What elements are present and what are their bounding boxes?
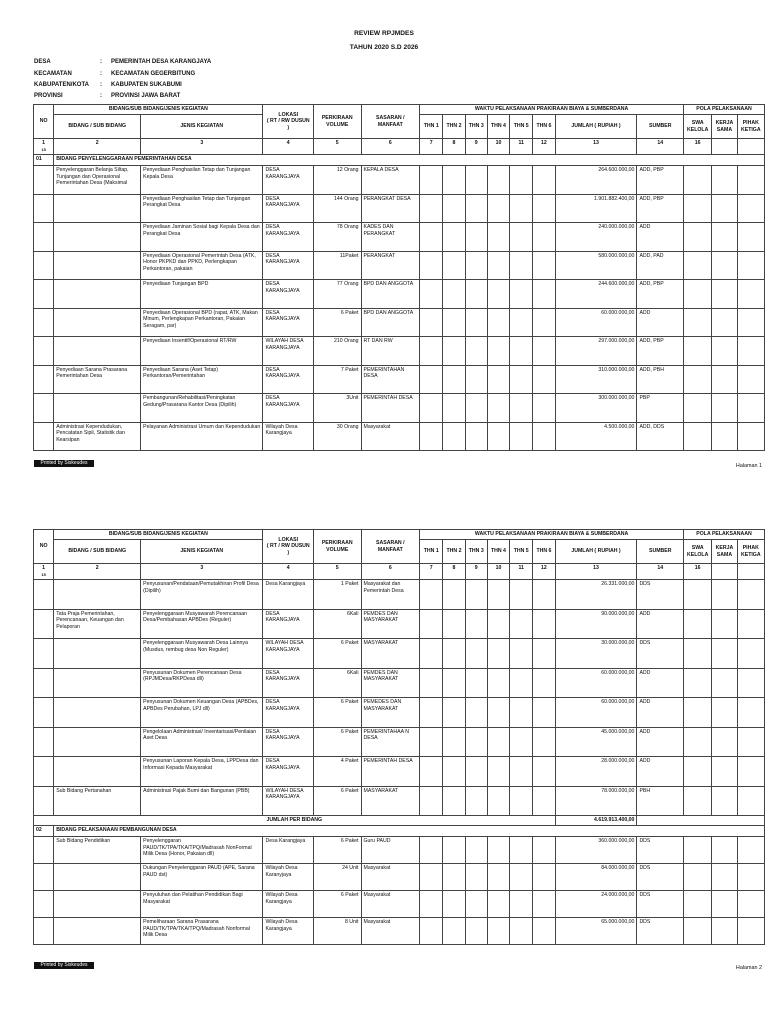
report-subtitle: TAHUN 2020 S.D 2026 (349, 44, 419, 51)
cell-jenis: Penyusunan Dokumen Perencanaan Desa (RPJMDesa/RKPDesa dll) (141, 668, 263, 698)
cell-jumlah: 60.000.000,00 (555, 668, 637, 698)
table-row (34, 422, 765, 451)
cell-jenis: Penyediaan Insentif/Operasional RT/RW (141, 337, 263, 366)
col-lokasi-sub: ( RT / RW DUSUN ) (266, 543, 310, 556)
total-row (34, 816, 765, 826)
cell-volume: 30 Orang (314, 422, 362, 451)
col-thn-2: THN 2 (443, 540, 465, 564)
cell-sasaran: PEMEDES DAN MASYARAKAT (361, 698, 420, 728)
cell-jumlah: 84.000.000,00 (555, 864, 637, 891)
cell-lokasi: DESA KARANGJAYA (263, 280, 314, 309)
cell-volume: 24 Unit (314, 864, 362, 891)
col-num: 12 (533, 564, 555, 580)
table-row (34, 639, 765, 669)
table-row (34, 864, 765, 891)
cell-sasaran: Guru PAUD (361, 837, 420, 864)
table-row (34, 609, 765, 639)
cell-volume: 6Kali (314, 609, 362, 639)
table-row (34, 365, 765, 394)
cell-sasaran: Masyarakat (361, 918, 420, 945)
col-num: 10 (487, 564, 509, 580)
cell-bidang (54, 757, 141, 787)
cell-lokasi: DESA KARANGJAYA (263, 166, 314, 195)
cell-jenis: Penyelenggaraan Musyawarah Perencanaan Desa/Pembahasan APBDes (Reguler) (141, 609, 263, 639)
col-waktu-group: WAKTU PELAKSANAAN PRAKIRAAN BIAYA & SUMBERDANA (420, 105, 684, 115)
page-number: Halaman 2 (735, 965, 762, 971)
col-num: 7 (420, 139, 443, 155)
cell-jenis: Penyediaan Tunjangan BPD (141, 280, 263, 309)
column-number-row (34, 564, 765, 580)
cell-sasaran: KEPALA DESA (361, 166, 420, 195)
cell-bidang: Penyelenggaran Belanja Siltap, Tunjangan dan Operasional Pemerintahan Desa (Maksimal (54, 166, 141, 195)
cell-sumber: ADD, PBP (637, 166, 684, 195)
col-num: 4 (263, 139, 314, 155)
cell-jenis: Pengelolaan Administrasi/ Inventarisasi/Penilaian Aset Desa (141, 727, 263, 757)
col-num-extra: 15 (41, 146, 46, 152)
col-num: 14 (637, 564, 684, 580)
col-num: 6 (361, 139, 420, 155)
cell-lokasi: DESA KARANGJAYA (263, 223, 314, 252)
col-num: 11 (510, 139, 533, 155)
cell-bidang (54, 337, 141, 366)
col-pola-group: POLA PELAKSANAAN (684, 105, 765, 115)
col-num: 2 (54, 564, 141, 580)
cell-lokasi: DESA KARANGJAYA (263, 698, 314, 728)
cell-sumber: DDS (637, 837, 684, 864)
col-volume: PERKIRAAN VOLUME (314, 105, 362, 139)
col-sumber: SUMBER (637, 115, 684, 139)
cell-sasaran: BPD DAN ANGGOTA (361, 308, 420, 337)
cell-sumber: ADD, DDS (637, 422, 684, 451)
report-title: REVIEW RPJMDES (354, 30, 414, 37)
col-volume: PERKIRAAN VOLUME (314, 530, 362, 564)
col-no: NO (34, 105, 54, 139)
cell-sumber: ADD (637, 757, 684, 787)
cell-bidang (54, 727, 141, 757)
meta-value: KECAMATAN GEGERBITUNG (111, 71, 196, 77)
cell-jenis: Penyediaan Penghasilan Tetap dan Tunjangan Perangkat Desa (141, 194, 263, 223)
cell-jenis: Penyelenggaran PAUD/TK/TPA/TKA/TPQ/Madrasah NonFormal Milik Desa (Honor, Pakaian dll) (141, 837, 263, 864)
cell-sumber: PBP (637, 394, 684, 423)
col-thn-2: THN 2 (443, 115, 465, 139)
meta-value: KABUPATEN SUKABUMI (111, 82, 182, 88)
cell-sumber: ADD (637, 223, 684, 252)
cell-volume: 4 Paket (314, 757, 362, 787)
col-thn-3: THN 3 (465, 540, 487, 564)
cell-bidang: Sub Bidang Pendidikan (54, 837, 141, 864)
cell-jenis: Penyusunan Dokumen Keuangan Desa (APBDes, APBDes Perubahan, LPJ dll) (141, 698, 263, 728)
table-row (34, 251, 765, 280)
cell-jumlah: 26.331.000,00 (555, 580, 637, 610)
cell-sasaran: RT DAN RW (361, 337, 420, 366)
col-bidang: BIDANG / SUB BIDANG (54, 540, 141, 564)
cell-jumlah: 28.000.000,00 (555, 757, 637, 787)
meta-key: PROVINSI (34, 93, 63, 99)
cell-volume: 8 Unit (314, 918, 362, 945)
table-row (34, 668, 765, 698)
cell-sasaran: BPD DAN ANGGOTA (361, 280, 420, 309)
cell-sasaran: PEMDES DAN MASYARAKAT (361, 609, 420, 639)
col-num: 11 (510, 564, 533, 580)
cell-volume: 77 Orang (314, 280, 362, 309)
meta-colon: : (100, 71, 102, 77)
meta-colon: : (100, 82, 102, 88)
cell-sumber: ADD, PBP (637, 194, 684, 223)
meta-key: KECAMATAN (34, 71, 72, 77)
cell-sasaran: PEMERINTAHAN DESA (361, 365, 420, 394)
report-page-1 (0, 0, 768, 510)
cell-sasaran: MASYARAKAT (361, 786, 420, 816)
col-num (737, 564, 764, 580)
cell-volume: 78 Orang (314, 223, 362, 252)
cell-bidang: Penyediaan Sarana Prasarana Pemerintahan Desa (54, 365, 141, 394)
col-num: 10 (487, 139, 509, 155)
col-thn-1: THN 1 (420, 115, 443, 139)
cell-sumber: ADD, PBH (637, 365, 684, 394)
cell-lokasi: WILAYAH DESA KARANGJAYA (263, 786, 314, 816)
total-label: JUMLAH PER BIDANG (34, 816, 556, 826)
col-waktu-group: WAKTU PELAKSANAAN PRAKIRAAN BIAYA & SUMBERDANA (420, 530, 684, 540)
col-thn-6: THN 6 (533, 115, 555, 139)
cell-jumlah: 240.000.000,00 (555, 223, 637, 252)
cell-volume: 6 Paket (314, 639, 362, 669)
col-sasaran: SASARAN / MANFAAT (361, 105, 420, 139)
cell-bidang (54, 918, 141, 945)
cell-bidang (54, 194, 141, 223)
col-thn-1: THN 1 (420, 540, 443, 564)
meta-key: KABUPATEN/KOTA (34, 82, 89, 88)
col-num: 1 15 (34, 564, 54, 580)
cell-sumber: ADD, PAD (637, 251, 684, 280)
cell-volume: 210 Orang (314, 337, 362, 366)
cell-volume: 3Unit (314, 394, 362, 423)
cell-sasaran: PERANGKAT DESA (361, 194, 420, 223)
table-row (34, 837, 765, 864)
cell-jumlah: 24.000.000,00 (555, 891, 637, 918)
cell-sasaran: PEMERINTAHAA N DESA (361, 727, 420, 757)
cell-lokasi: WILAYAH DESA KARANGJAYA (263, 639, 314, 669)
cell-jumlah: 90.000.000,00 (555, 609, 637, 639)
col-thn-5: THN 5 (510, 115, 533, 139)
table-row (34, 337, 765, 366)
cell-sasaran: MASYARAKAT (361, 639, 420, 669)
table-row (34, 891, 765, 918)
col-kerja: KERJA SAMA (712, 540, 737, 564)
col-lokasi (263, 105, 314, 139)
cell-jenis: Penyediaan Sarana (Aset Tetap) Perkantoran/Pemerintahan (141, 365, 263, 394)
col-sumber: SUMBER (637, 540, 684, 564)
cell-jenis: Pembangunan/Rehabilitasi/Peningkatan Gedung/Prasarana Kantor Desa (Dipilih) (141, 394, 263, 423)
cell-lokasi: DESA KARANGJAYA (263, 727, 314, 757)
cell-sumber: ADD (637, 609, 684, 639)
cell-jumlah: 4.500.000,00 (555, 422, 637, 451)
section-row (34, 155, 765, 166)
cell-lokasi: Wilayah Desa Karangjaya (263, 918, 314, 945)
col-kerja: KERJA SAMA (712, 115, 737, 139)
cell-bidang (54, 668, 141, 698)
cell-sasaran: Masyarakat (361, 422, 420, 451)
cell-bidang (54, 864, 141, 891)
cell-jenis: Pemeliharaan Sarana Prasarana PAUD/TK/TPA/TKA/TPQ/Madrasah Nonformal Milik Desa (141, 918, 263, 945)
cell-sumber: ADD, PBP (637, 337, 684, 366)
col-num: 13 (555, 139, 637, 155)
table-row (34, 757, 765, 787)
cell-sasaran: PERANGKAT (361, 251, 420, 280)
cell-jumlah: 60.000.000,00 (555, 698, 637, 728)
cell-jenis: Penyediaan Operasional BPD (rapat, ATK, Makan Minum, Perlengkapan Perkantoran, Pakaian Seragam, par) (141, 308, 263, 337)
cell-jumlah: 60.000.000,00 (555, 308, 637, 337)
col-no: NO (34, 530, 54, 564)
col-jumlah: JUMLAH ( RUPIAH ) (555, 540, 637, 564)
table-row (34, 394, 765, 423)
cell-jumlah: 1.901.882.400,00 (555, 194, 637, 223)
col-swa: SWA KELOLA (684, 115, 712, 139)
cell-jumlah: 65.000.000,00 (555, 918, 637, 945)
cell-bidang (54, 698, 141, 728)
col-thn-3: THN 3 (465, 115, 487, 139)
cell-bidang (54, 280, 141, 309)
col-num: 13 (555, 564, 637, 580)
cell-sumber: PBH (637, 786, 684, 816)
col-num: 5 (314, 139, 362, 155)
cell-lokasi: Wilayah Desa Karangjaya (263, 891, 314, 918)
cell-sumber: DDS (637, 580, 684, 610)
col-num: 9 (465, 139, 487, 155)
cell-bidang (54, 223, 141, 252)
table-row (34, 280, 765, 309)
col-num: 3 (141, 564, 263, 580)
printed-by-badge: Printed by Siskeudes (34, 962, 94, 969)
table-row (34, 698, 765, 728)
col-thn-6: THN 6 (533, 540, 555, 564)
cell-jenis: Administrasi Pajak Bumi dan Bangunan (PBB) (141, 786, 263, 816)
table-row (34, 580, 765, 610)
cell-bidang (54, 308, 141, 337)
cell-jumlah: 45.000.000,00 (555, 727, 637, 757)
cell-sumber: ADD (637, 698, 684, 728)
cell-volume: 6Kali (314, 668, 362, 698)
cell-sumber: ADD (637, 308, 684, 337)
col-num: 14 (637, 139, 684, 155)
cell-lokasi: DESA KARANGJAYA (263, 609, 314, 639)
cell-jumlah: 297.000.000,00 (555, 337, 637, 366)
cell-sumber: DDS (637, 918, 684, 945)
cell-lokasi: DESA KARANGJAYA (263, 668, 314, 698)
cell-sumber: DDS (637, 891, 684, 918)
cell-sumber: ADD (637, 727, 684, 757)
col-num: 8 (443, 139, 465, 155)
cell-bidang (54, 580, 141, 610)
cell-lokasi: Wilayah Desa Karangjaya (263, 422, 314, 451)
col-pola-group: POLA PELAKSANAAN (684, 530, 765, 540)
cell-sasaran: Masyarakat dan Pemerintah Desa (361, 580, 420, 610)
col-thn-4: THN 4 (487, 540, 509, 564)
cell-bidang (54, 394, 141, 423)
cell-volume: 6 Paket (314, 891, 362, 918)
col-lokasi-label: LOKASI (278, 111, 299, 118)
cell-volume: 144 Orang (314, 194, 362, 223)
cell-jenis: Penyusunan Laporan Kepala Desa, LPPDesa dan Informasi Kepada Masyarakat (141, 757, 263, 787)
section-label: BIDANG PENYELENGGARAAN PEMERINTAHAN DESA (54, 155, 765, 166)
col-num: 6 (361, 564, 420, 580)
cell-lokasi: Wilayah Desa Karanyjaya (263, 864, 314, 891)
cell-jumlah: 300.000.000,00 (555, 394, 637, 423)
cell-sumber: DDS (637, 639, 684, 669)
section-no: 02 (34, 826, 54, 837)
cell-sasaran: PEMDES DAN MASYARAKAT (361, 668, 420, 698)
meta-key: DESA (34, 59, 51, 65)
cell-volume: 6 Paket (314, 308, 362, 337)
cell-sumber: ADD, PBP (637, 280, 684, 309)
col-num (737, 139, 764, 155)
table-row (34, 727, 765, 757)
cell-bidang: Administrasi Kependudukan, Pencatatan Sipil, Statistik dan Kearsipan (54, 422, 141, 451)
col-lokasi-label: LOKASI (278, 536, 299, 543)
cell-volume: 7 Paket (314, 365, 362, 394)
table-row (34, 918, 765, 945)
col-thn-5: THN 5 (510, 540, 533, 564)
section-row (34, 826, 765, 837)
col-num: 8 (443, 564, 465, 580)
col-swa: SWA KELOLA (684, 540, 712, 564)
cell-volume: 6 Paket (314, 727, 362, 757)
cell-lokasi: Desa Karangjaya (263, 580, 314, 610)
cell-sasaran: KADES DAN PERANGKAT (361, 223, 420, 252)
section-no: 01 (34, 155, 54, 166)
col-num: 7 (420, 564, 443, 580)
col-num: 9 (465, 564, 487, 580)
col-sasaran: SASARAN / MANFAAT (361, 530, 420, 564)
cell-lokasi: Desa Karangjaya (263, 837, 314, 864)
cell-bidang: Sub Bidang Pertanahan (54, 786, 141, 816)
cell-jenis: Dukungan Penyelenggaran PAUD (APE, Sarana PAUD dst) (141, 864, 263, 891)
col-pihak: PIHAK KETIGA (737, 540, 764, 564)
cell-volume: 1 Paket (314, 580, 362, 610)
col-bidang-group: BIDANG/SUB BIDANG/JENIS KEGIATAN (54, 530, 263, 540)
report-page-2 (0, 512, 768, 1024)
cell-jumlah: 360.000.000,00 (555, 837, 637, 864)
col-thn-4: THN 4 (487, 115, 509, 139)
cell-sasaran: Masyarakat (361, 864, 420, 891)
col-bidang: BIDANG / SUB BIDANG (54, 115, 141, 139)
cell-jenis: Penyediaan Jaminan Sosial bagi Kepala Desa dan Perangkat Desa (141, 223, 263, 252)
col-num: 12 (533, 139, 555, 155)
total-value: 4.619.913.400,00 (555, 816, 637, 826)
cell-jenis: Penyediaan Penghasilan Tetap dan Tunjangan Kepala Desa (141, 166, 263, 195)
table-row (34, 166, 765, 195)
col-num: 4 (263, 564, 314, 580)
cell-lokasi: DESA KARANGJAYA (263, 365, 314, 394)
cell-volume: 11Paket (314, 251, 362, 280)
col-jenis: JENIS KEGIATAN (141, 540, 263, 564)
cell-jenis: Penyuluhan dan Pelatihan Pendidikan Bagi Masyarakat (141, 891, 263, 918)
cell-lokasi: WILAYAH DESA KARANGJAYA (263, 337, 314, 366)
cell-sumber: ADD (637, 668, 684, 698)
col-num: 16 (684, 139, 712, 155)
cell-jumlah: 264.600.000,00 (555, 166, 637, 195)
col-num: 16 (684, 564, 712, 580)
cell-jenis: Penyusunan/Pendataan/Pemutakhiran Profil Desa (Dipilih) (141, 580, 263, 610)
col-num: 2 (54, 139, 141, 155)
cell-jumlah: 78.000.000,00 (555, 786, 637, 816)
meta-colon: : (100, 93, 102, 99)
cell-jenis: Penyediaan Operasional Pemerintah Desa (ATK, Honor PKPKD dan PPKD, Perlengkapan Perkantoran, pakaian (141, 251, 263, 280)
cell-bidang (54, 639, 141, 669)
cell-lokasi: DESA KARANGJAYA (263, 757, 314, 787)
cell-jumlah: 244.600.000,00 (555, 280, 637, 309)
cell-lokasi: DESA KARANGJAYA (263, 194, 314, 223)
cell-jumlah: 580.000.000,00 (555, 251, 637, 280)
col-num-extra: 15 (41, 571, 46, 577)
meta-value: PROVINSI JAWA BARAT (111, 93, 181, 99)
table-row (34, 308, 765, 337)
cell-bidang: Tata Praja Pemerintahan, Perencanaan, Keuangan dan Pelaporan (54, 609, 141, 639)
table-row (34, 223, 765, 252)
cell-volume: 6 Paket (314, 786, 362, 816)
cell-jenis: Pelayanan Administrasi Umum dan Kependudukan (141, 422, 263, 451)
cell-sasaran: PEMERINTAH DESA (361, 394, 420, 423)
col-bidang-group: BIDANG/SUB BIDANG/JENIS KEGIATAN (54, 105, 263, 115)
cell-sumber: DDS (637, 864, 684, 891)
col-num: 3 (141, 139, 263, 155)
rpjmdes-table-page-2 (33, 529, 765, 945)
printed-by-badge: Printed by Siskeudes (34, 460, 94, 467)
page-number: Halaman 1 (735, 463, 762, 469)
cell-volume: 6 Paket (314, 698, 362, 728)
meta-value: PEMERINTAH DESA KARANGJAYA (111, 59, 212, 65)
col-num: 1 15 (34, 139, 54, 155)
col-lokasi (263, 530, 314, 564)
cell-sasaran: PEMERINTAH DESA (361, 757, 420, 787)
cell-jumlah: 30.000.000,00 (555, 639, 637, 669)
cell-sasaran: Masyarakat (361, 891, 420, 918)
rpjmdes-table-page-1 (33, 104, 765, 451)
cell-volume: 6 Paket (314, 837, 362, 864)
col-pihak: PIHAK KETIGA (737, 115, 764, 139)
col-lokasi-sub: ( RT / RW DUSUN ) (266, 118, 310, 131)
cell-lokasi: DESA KARANGJAYA (263, 394, 314, 423)
col-jenis: JENIS KEGIATAN (141, 115, 263, 139)
col-num: 5 (314, 564, 362, 580)
cell-lokasi: DESA KARANGJAYA (263, 251, 314, 280)
col-jumlah: JUMLAH ( RUPIAH ) (555, 115, 637, 139)
table-row (34, 194, 765, 223)
table-row (34, 786, 765, 816)
cell-bidang (54, 891, 141, 918)
cell-jenis: Penyelenggaraan Musyawarah Desa Lainnya (Musdus, rembug desa Non Reguler) (141, 639, 263, 669)
cell-jumlah: 310.000.000,00 (555, 365, 637, 394)
cell-lokasi: DESA KARANGJAYA (263, 308, 314, 337)
cell-volume: 12 Orang (314, 166, 362, 195)
section-label: BIDANG PELAKSANAAN PEMBANGUNAN DESA (54, 826, 765, 837)
meta-colon: : (100, 59, 102, 65)
cell-bidang (54, 251, 141, 280)
column-number-row (34, 139, 765, 155)
